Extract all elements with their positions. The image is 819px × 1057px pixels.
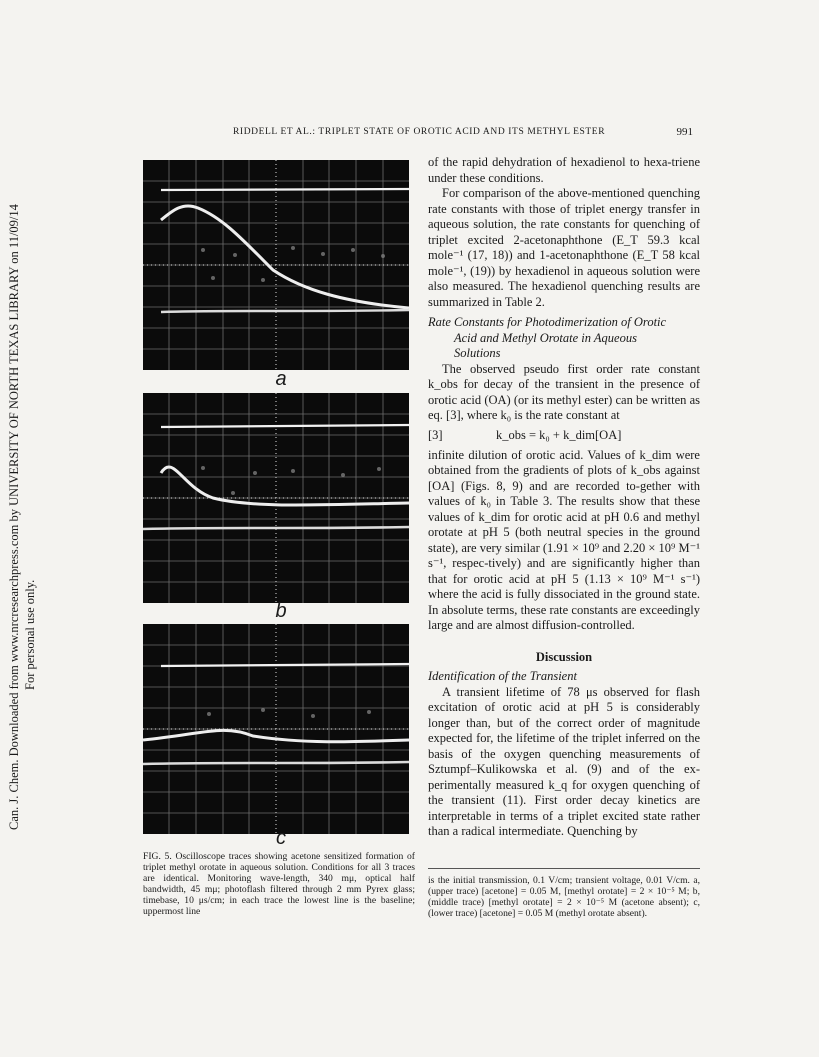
oscilloscope-trace-a [143,160,409,370]
page-number: 991 [676,126,693,138]
running-header [233,127,693,137]
figure-caption-right: is the initial transmission, 0.1 V/cm; transient voltage, 0.01 V/cm. a, (upper trace) [acetone] = 0.05 M, [methyl orotate] = 2 × 10⁻⁵ M; b, (middle trace) [methyl orotate] = 2 × 10⁻⁵ M (acetone absent); c, (lower trace) [acetone] = 0.05 M (methyl orotate absent). [428,875,700,920]
download-sidenote [6,190,40,830]
equation-3 [428,428,700,444]
sidenote-line-2: For personal use only. [23,579,37,690]
section-heading-photodimerization [428,315,700,362]
subsection-heading: Identification of the Transient [428,669,577,683]
section-heading-line-3: Solutions [454,346,501,360]
running-title: RIDDELL ET AL.: TRIPLET STATE OF OROTIC ACID AND ITS METHYL ESTER [233,127,606,137]
paragraph-4: infinite dilution of orotic acid. Values of k_dim were obtained from the gradients of plots of k_obs against [OA] (Figs. 8, 9) and are recorded to-gether with values of k₀ in Table 3. The results show that these values of k_dim for orotic acid at pH 0.6 and methyl orotate at pH 5 (both neutral species in the ground state), are very similar (1.91 × 10⁹ and 2.20 × 10⁹ M⁻¹ s⁻¹, respec-tively) and are significantly higher than that for orotic acid at pH 5 (1.13 × 10⁹ M⁻¹ s⁻¹) where the acid is fully dissociated in the ground state. In absolute terms, these rate constants are exceedingly large and are almost diffusion-controlled. [428,447,700,632]
caption-rule [428,868,700,869]
figure-label-a: a [275,368,287,390]
oscilloscope-trace-b [143,393,409,603]
equation-body: k_obs = k₀ + k_dim[OA] [496,427,622,442]
sidenote-line-1: Can. J. Chem. Downloaded from www.nrcresearchpress.com by UNIVERSITY OF NORTH TEXAS LIBRARY on 11/09/14 [7,204,21,830]
figure-label-b: b [275,600,287,622]
section-heading-line-2: Acid and Methyl Orotate in Aqueous [454,330,637,345]
figure-label-c: c [276,827,286,849]
text-column [428,155,700,840]
figure-caption-left: FIG. 5. Oscilloscope traces showing acetone sensitized formation of triplet methyl orotate in aqueous solution. Conditions for all 3 traces are identical. Monitoring wave-length, 340 mμ, optical half bandwidth, 45 mμ; photoflash filtered through 2 mm Pyrex glass; timebase, 10 μs/cm; in each trace the lowest line is the baseline; uppermost line [143,851,415,918]
discussion-heading: Discussion [535,649,593,664]
paragraph-2: For comparison of the above-mentioned quenching rate constants with those of triplet energy transfer in aqueous solution, the rate constants for quenching of triplet excited 2-acetonaphthone (E_T 59.3 kcal mole⁻¹ (17, 18)) and 1-acetonaphthone (E_T 58 kcal mole⁻¹, (19)) by hexadienol in aqueous solution were also measured. The hexadienol quenching results are summarized in Table 2. [428,186,700,309]
paragraph-5: A transient lifetime of 78 μs observed for flash excitation of orotic acid at pH 5 is considerably longer than, but of the correct order of magnitude expected for, the lifetime of the triplet inferred on the basis of the oxygen quenching measurements of Sztumpf–Kulikowska et al. (9) and of the ex-perimentally measured k_q for oxygen quenching of the transient (11). First order decay kinetics are interpretable in terms of a triplet excited state rather than a radical intermediate. Quenching by [428,684,700,838]
oscilloscope-trace-c [143,624,409,834]
paragraph-3: The observed pseudo first order rate constant k_obs for decay of the transient in the presence of orotic acid (OA) (or its methyl ester) can be written as eq. [3], where k₀ is the rate constant at [428,361,700,422]
equation-number: [3] [428,427,443,442]
section-heading-line-1: Rate Constants for Photodimerization of Orotic [428,315,667,329]
paragraph-1: of the rapid dehydration of hexadienol to hexa-triene under these conditions. [428,155,700,185]
